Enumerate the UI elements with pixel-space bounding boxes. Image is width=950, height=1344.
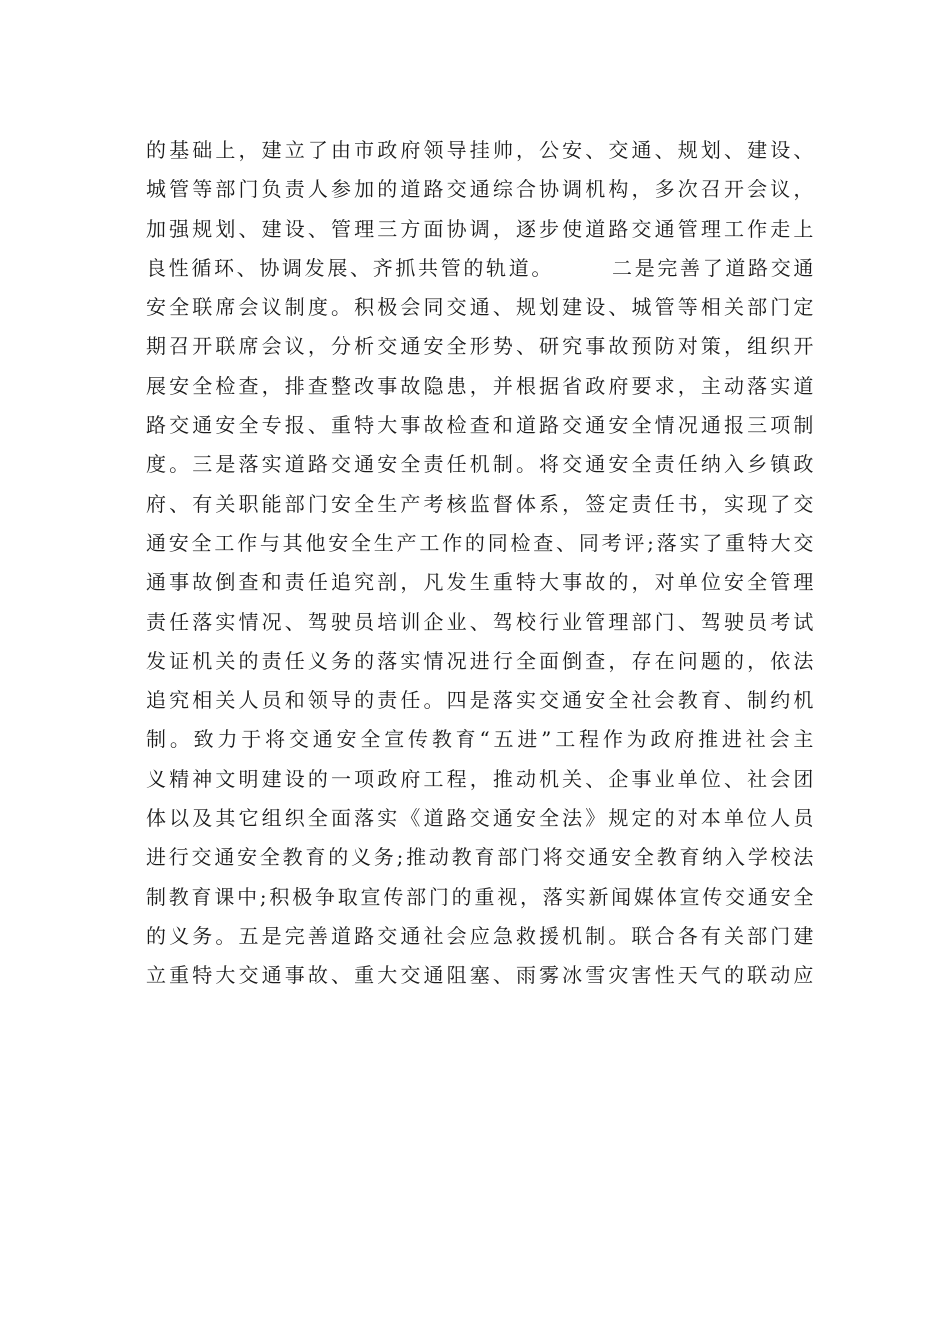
- text-line: 追究相关人员和领导的责任。四是落实交通安全社会教育、制约机: [146, 688, 816, 713]
- text-line: 的基础上，建立了由市政府领导挂帅，公安、交通、规划、建设、: [146, 138, 816, 162]
- text-line: 进行交通安全教育的义务;推动教育部门将交通安全教育纳入学校法: [146, 845, 816, 870]
- text-line: 展安全检查，排查整改事故隐患，并根据省政府要求，主动落实道: [146, 373, 816, 398]
- text-line: 府、有关职能部门安全生产考核监督体系，签定责任书，实现了交: [146, 491, 816, 516]
- text-line: 责任落实情况、驾驶员培训企业、驾校行业管理部门、驾驶员考试: [146, 609, 816, 634]
- text-line: 城管等部门负责人参加的道路交通综合协调机构，多次召开会议，: [146, 177, 816, 202]
- text-line: 良性循环、协调发展、齐抓共管的轨道。 二是完善了道路交通: [146, 255, 816, 280]
- text-line: 通事故倒查和责任追究剖，凡发生重特大事故的，对单位安全管理: [146, 570, 816, 595]
- text-line: 路交通安全专报、重特大事故检查和道路交通安全情况通报三项制: [146, 413, 816, 438]
- text-line: 安全联席会议制度。积极会同交通、规划建设、城管等相关部门定: [146, 295, 816, 320]
- text-line: 发证机关的责任义务的落实情况进行全面倒查，存在问题的，依法: [146, 648, 816, 673]
- text-line: 义精神文明建设的一项政府工程，推动机关、企事业单位、社会团: [146, 766, 816, 791]
- text-line: 期召开联席会议，分析交通安全形势、研究事故预防对策，组织开: [146, 334, 816, 359]
- body-text: [146, 131, 816, 996]
- text-line: 制教育课中;积极争取宣传部门的重视，落实新闻媒体宣传交通安全: [146, 884, 816, 909]
- text-line: 制。致力于将交通安全宣传教育“五进”工程作为政府推进社会主: [146, 727, 816, 752]
- text-line: 立重特大交通事故、重大交通阻塞、雨雾冰雪灾害性天气的联动应: [146, 963, 816, 988]
- text-line: 通安全工作与其他安全生产工作的同检查、同考评;落实了重特大交: [146, 530, 816, 555]
- text-line: 加强规划、建设、管理三方面协调，逐步使道路交通管理工作走上: [146, 216, 816, 241]
- text-line: 体以及其它组织全面落实《道路交通安全法》规定的对本单位人员: [146, 806, 816, 831]
- text-line: 的义务。五是完善道路交通社会应急救援机制。联合各有关部门建: [146, 923, 816, 948]
- text-line: 度。三是落实道路交通安全责任机制。将交通安全责任纳入乡镇政: [146, 452, 816, 477]
